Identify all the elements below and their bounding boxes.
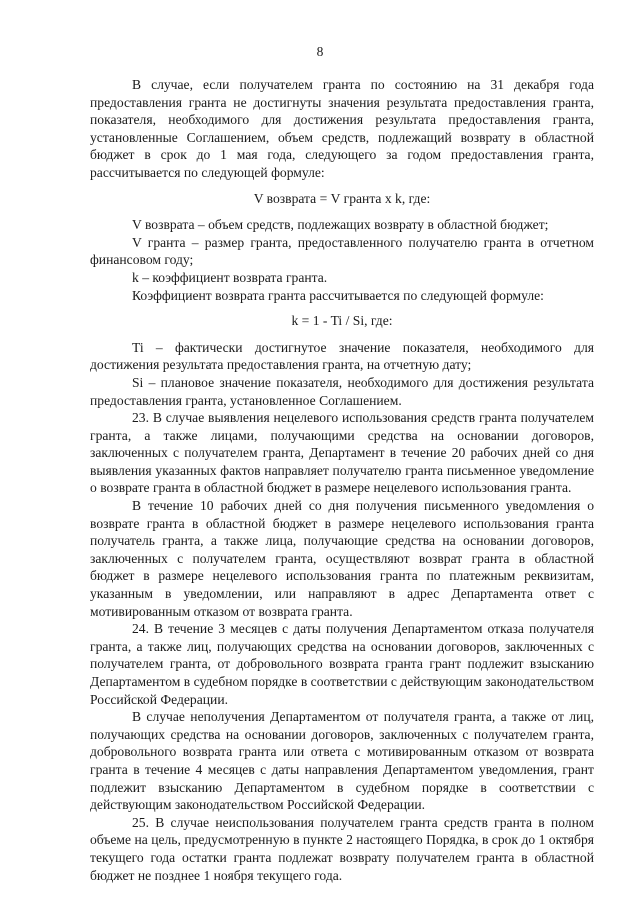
clause-23-continuation: В течение 10 рабочих дней со дня получения письменного уведомления о возврате гранта в областной бюджет в размере нецелевого использования гранта получатель гранта, а также лица, получающие средства на основании договоров, заключенных с получателем гранта, осуществляют возврат гранта в областной бюджет в размере нецелевого использования гранта по платежным реквизитам, указанным в уведомлении, или направляют в адрес Департамента ответ с мотивированным отказом от возврата гранта.	[90, 498, 594, 619]
definition-v-grant: V гранта – размер гранта, предоставленного получателю гранта в отчетном финансовом году;	[90, 234, 594, 268]
formula-return-volume: V возврата = V гранта x k, где:	[253, 190, 431, 206]
definition-ti: Ti – фактически достигнутое значение показателя, необходимого для достижения результата предоставления гранта, на отчетную дату;	[90, 339, 594, 373]
document-body	[90, 76, 594, 884]
definition-k: k – коэффициент возврата гранта.	[132, 269, 328, 285]
clause-24: 24. В течение 3 месяцев с даты получения Департаментом отказа получателя гранта, а также лиц, получающих средства на основании договоров, заключенных с получателем гранта, от добровольного возврата гранта грант подлежит взысканию Департаментом в судебном порядке в соответствии с действующим законодательством Российской Федерации.	[90, 621, 594, 707]
formula-coefficient: k = 1 - Ti / Si, где:	[291, 313, 393, 329]
clause-24-continuation: В случае неполучения Департаментом от получателя гранта, а также от лиц, получающих средства на основании договоров, заключенных с получателем гранта, добровольного возврата гранта или ответа с мотивированным отказом от возврата гранта в течение 4 месяцев с даты направления Департаментом уведомления, грант подлежит взысканию Департаментом в судебном порядке в соответствии с действующим законодательством Российской Федерации.	[90, 709, 594, 813]
clause-25: 25. В случае неиспользования получателем гранта средств гранта в полном объеме на цель, предусмотренную в пункте 2 настоящего Порядка, в срок до 1 октября текущего года остатки гранта подлежат возврату получателем гранта в областной бюджет не позднее 1 ноября текущего года.	[90, 814, 594, 883]
definition-si: Si – плановое значение показателя, необходимого для достижения результата предоставления гранта, установленное Соглашением.	[90, 374, 594, 408]
clause-23: 23. В случае выявления нецелевого использования средств гранта получателем гранта, а также лицами, получающими средства на основании договоров, заключенных с получателем гранта, Департамент в течение 20 рабочих дней со дня выявления указанных фактов направляет получателю гранта письменное уведомление о возврате гранта в областной бюджет в размере нецелевого использования гранта.	[90, 410, 594, 496]
definition-v-return: V возврата – объем средств, подлежащих возврату в областной бюджет;	[132, 217, 549, 233]
paragraph-return-condition: В случае, если получателем гранта по состоянию на 31 декабря года предоставления гранта не достигнуты значения результата предоставления гранта, показателя, необходимого для достижения результата предоставления гранта, установленные Соглашением, объем средств, подлежащий возврату в областной бюджет в срок до 1 мая года, следующего за годом предоставления гранта, рассчитывается по следующей формуле:	[90, 77, 594, 180]
paragraph-coefficient-intro: Коэффициент возврата гранта рассчитывается по следующей формуле:	[132, 287, 544, 303]
page-number: 8	[316, 44, 324, 59]
